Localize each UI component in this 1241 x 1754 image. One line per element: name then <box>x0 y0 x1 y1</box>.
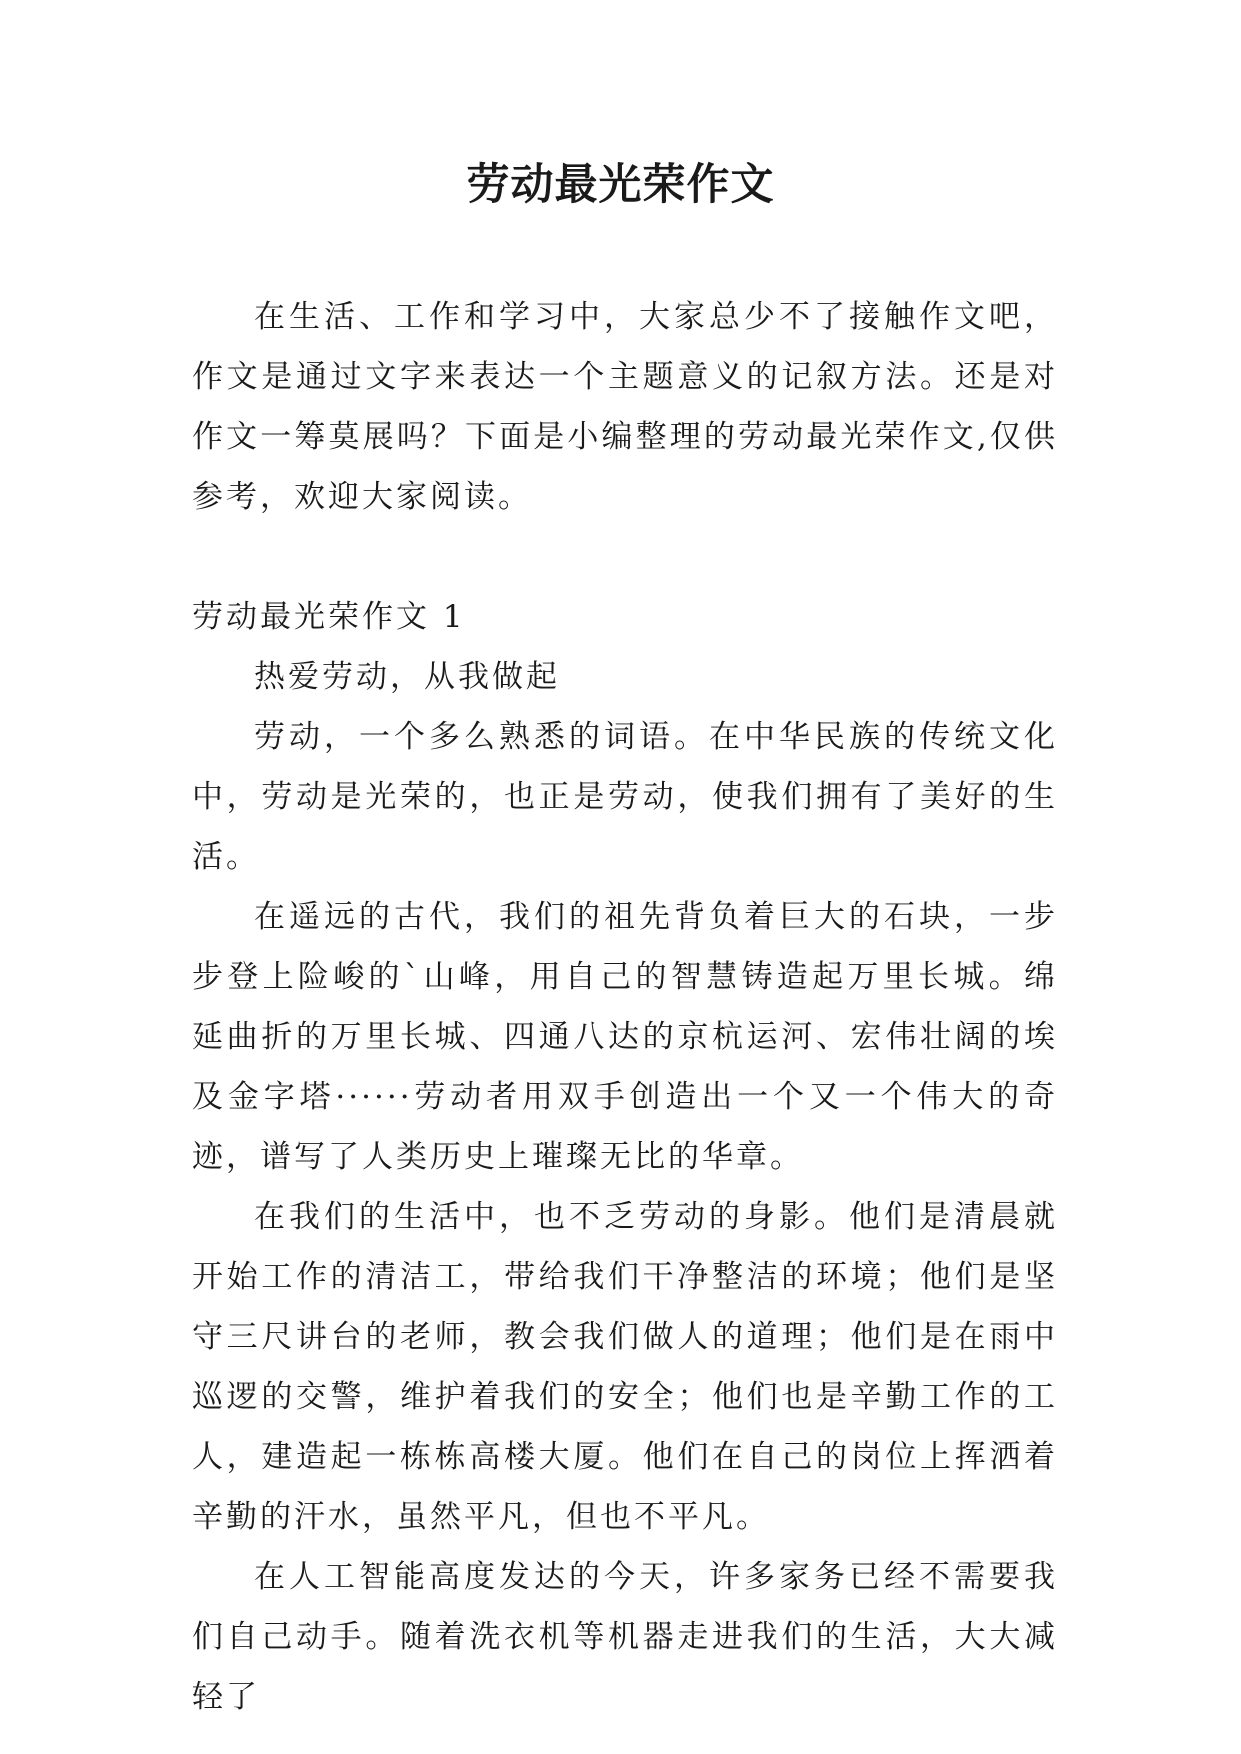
body-paragraph-4: 在人工智能高度发达的今天，许多家务已经不需要我们自己动手。随着洗衣机等机器走进我们的生活，大大减轻了 <box>192 1559 1058 1715</box>
body-paragraph-3: 在我们的生活中，也不乏劳动的身影。他们是清晨就开始工作的清洁工，带给我们干净整洁的环境；他们是坚守三尺讲台的老师，教会我们做人的道理；他们是在雨中巡逻的交警，维护着我们的安全；他们也是辛勤工作的工人，建造起一栋栋高楼大厦。他们在自己的岗位上挥洒着辛勤的汗水，虽然平凡，但也不平凡。 <box>192 1199 1058 1535</box>
document-body <box>192 287 1058 1727</box>
paragraph-spacer <box>192 527 1058 587</box>
document-title: 劳动最光荣作文 <box>466 160 775 210</box>
body-paragraph-1: 劳动，一个多么熟悉的词语。在中华民族的传统文化中，劳动是光荣的，也正是劳动，使我们拥有了美好的生活。 <box>192 719 1058 875</box>
essay-title: 热爱劳动，从我做起 <box>254 659 560 695</box>
section-heading: 劳动最光荣作文 1 <box>192 599 466 635</box>
intro-paragraph: 在生活、工作和学习中，大家总少不了接触作文吧，作文是通过文字来表达一个主题意义的记叙方法。还是对作文一筹莫展吗？下面是小编整理的劳动最光荣作文,仅供参考，欢迎大家阅读。 <box>192 299 1058 515</box>
body-paragraph-2: 在遥远的古代，我们的祖先背负着巨大的石块，一步步登上险峻的`山峰，用自己的智慧铸造起万里长城。绵延曲折的万里长城、四通八达的京杭运河、宏伟壮阔的埃及金字塔······劳动者用双手创造出一个又一个伟大的奇迹，谱写了人类历史上璀璨无比的华章。 <box>192 899 1058 1175</box>
